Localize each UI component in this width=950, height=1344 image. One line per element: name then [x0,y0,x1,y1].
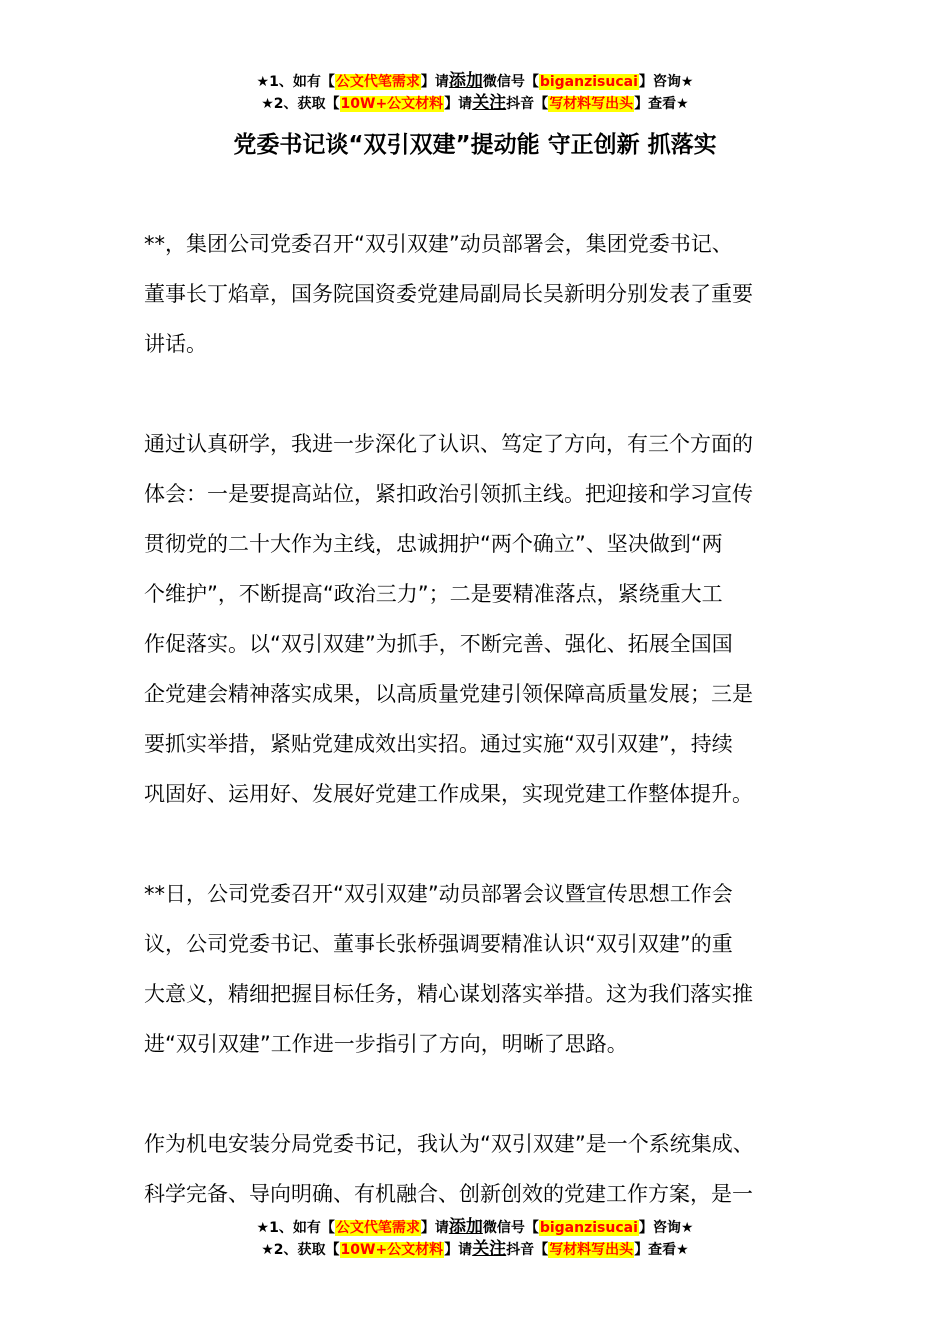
text-line: 巩固好、运用好、发展好党建工作成果，实现党建工作整体提升。 [144,782,753,806]
text-line: 董事长丁焰章，国务院国资委党建局副局长吴新明分别发表了重要 [144,282,753,306]
notice-text: 】请 [444,1242,473,1258]
highlight-materials: 10W+公文材料 [340,96,444,112]
text-line: 贯彻党的二十大作为主线，忠诚拥护“两个确立”、坚决做到“两 [144,532,723,556]
notice-text: ★1、如有【 [256,1220,335,1236]
highlight-douyin: 写材料写出头 [549,1242,634,1258]
notice-text: 】咨询★ [638,1220,694,1236]
paragraph-1 [144,219,834,369]
text-line: 科学完备、导向明确、有机融合、创新创效的党建工作方案，是一 [144,1182,753,1206]
notice-text: 】请 [420,1220,449,1236]
text-line: 企党建会精神落实成果，以高质量党建引领保障高质量发展；三是 [144,682,753,706]
text-line: 个维护”，不断提高“政治三力”；二是要精准落点，紧绕重大工 [144,582,723,606]
text-line: 要抓实举措，紧贴党建成效出实招。通过实施“双引双建”，持续 [144,732,733,756]
notice-text: 】请 [420,74,449,90]
notice-text: 抖音【 [506,1242,549,1258]
text-line: **，集团公司党委召开“双引双建”动员部署会，集团党委书记、 [144,232,733,256]
highlight-service: 公文代笔需求 [335,74,420,90]
highlight-service: 公文代笔需求 [335,1220,420,1236]
notice-line-2 [0,92,950,114]
document-body [144,219,834,1269]
notice-text: 微信号【 [482,74,539,90]
emphasis-add: 添加 [448,71,483,91]
paragraph-3 [144,869,834,1069]
footer-notice [0,1216,950,1260]
notice-text: 】查看★ [634,1242,689,1258]
notice-text: 微信号【 [482,1220,539,1236]
text-line: 作为机电安装分局党委书记，我认为“双引双建”是一个系统集成、 [144,1132,754,1156]
highlight-douyin: 写材料写出头 [549,96,634,112]
text-line: 进“双引双建”工作进一步指引了方向，明晰了思路。 [144,1032,628,1056]
paragraph-4 [144,1119,834,1219]
notice-text: 抖音【 [506,96,549,112]
emphasis-add: 添加 [448,1217,483,1237]
notice-text: ★2、获取【 [261,96,340,112]
text-line: 作促落实。以“双引双建”为抓手，不断完善、强化、拓展全国国 [144,632,733,656]
text-line: 讲话。 [144,332,207,356]
highlight-wechat-id: biganzisucai [539,1220,638,1236]
text-line: 体会：一是要提高站位，紧扣政治引领抓主线。把迎接和学习宣传 [144,482,753,506]
text-line: 通过认真研学，我进一步深化了认识、笃定了方向，有三个方面的 [144,432,753,456]
text-line: 大意义，精细把握目标任务，精心谋划落实举措。这为我们落实推 [144,982,753,1006]
text-line: 议，公司党委书记、董事长张桥强调要精准认识“双引双建”的重 [144,932,733,956]
text-line: **日，公司党委召开“双引双建”动员部署会议暨宣传思想工作会 [144,882,733,906]
header-notice [0,70,950,114]
notice-text: 】咨询★ [638,74,694,90]
emphasis-follow: 关注 [472,1239,507,1259]
notice-line-2 [0,1238,950,1260]
notice-line-1 [0,70,950,92]
paragraph-2 [144,419,834,819]
notice-text: 】查看★ [634,96,689,112]
highlight-materials: 10W+公文材料 [340,1242,444,1258]
emphasis-follow: 关注 [472,93,507,113]
notice-text: ★1、如有【 [256,74,335,90]
highlight-wechat-id: biganzisucai [539,74,638,90]
notice-line-1 [0,1216,950,1238]
document-title: 党委书记谈“双引双建”提动能 守正创新 抓落实 [233,132,717,158]
notice-text: 】请 [444,96,473,112]
notice-text: ★2、获取【 [261,1242,340,1258]
